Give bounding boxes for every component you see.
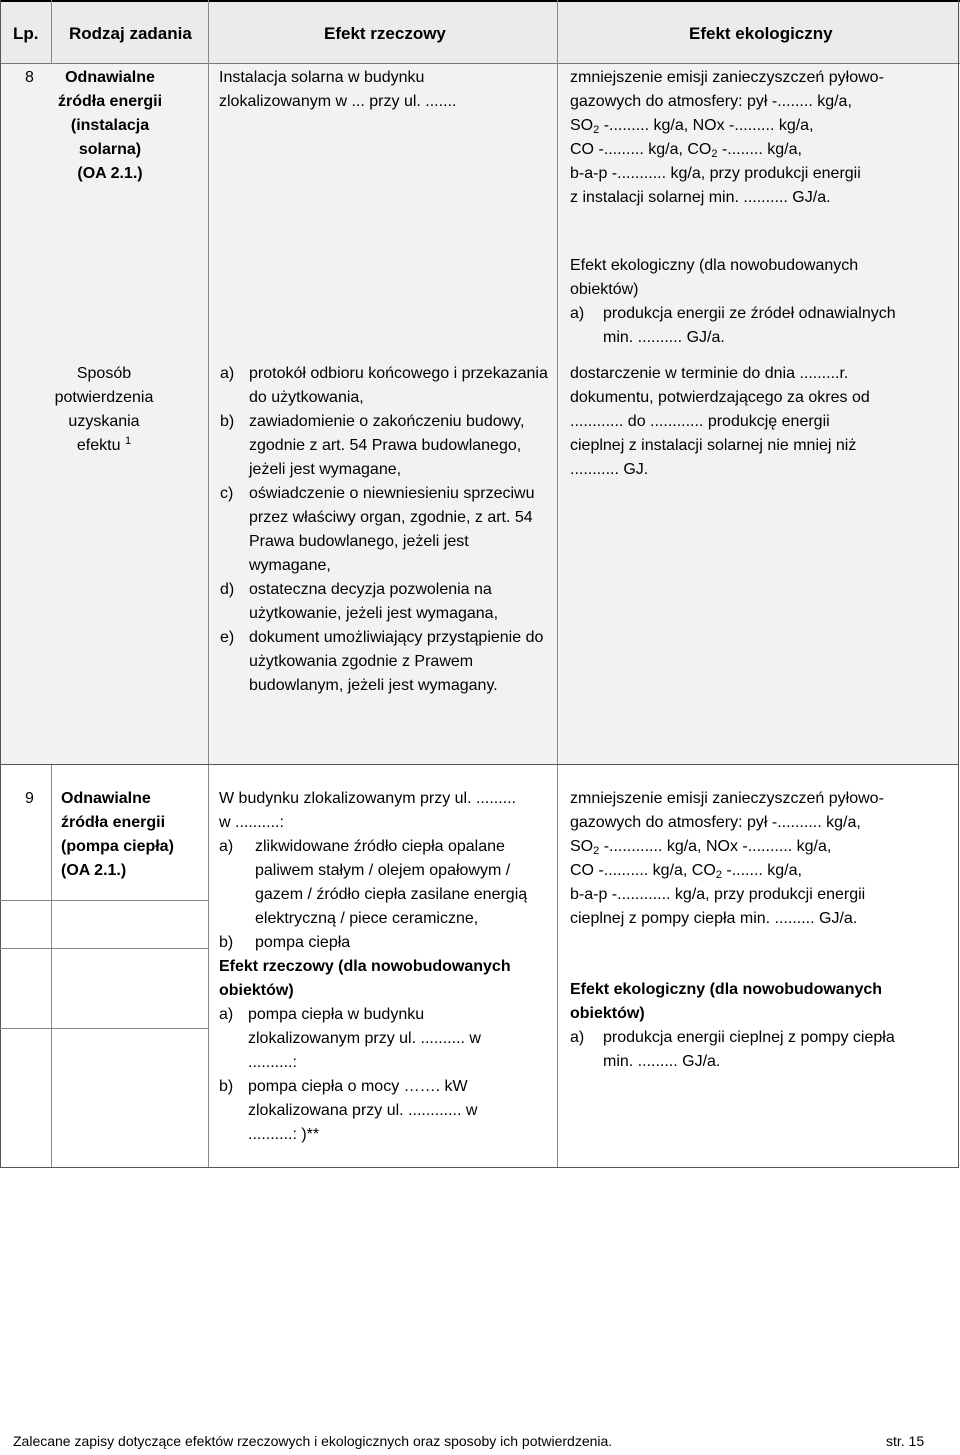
row-8-number: 8 (25, 69, 34, 86)
header-efekt-ekologiczny: Efekt ekologiczny (689, 24, 833, 43)
table-header (0, 0, 960, 64)
col-divider-lp (51, 0, 52, 64)
list-item: a) pompa ciepła w budynku zlokalizowanym przy ul. .......... w ..........: (219, 1006, 481, 1071)
page-number: str. 15 (886, 1433, 925, 1449)
confirmation-documents (220, 362, 550, 698)
row-9-efekt-rzeczowy: W budynku zlokalizowanym przy ul. ......... w ..........: a) zlikwidowane źródło ciepła opalane paliwem stałym / olejem opałowym / gazem / źródło ciepła zasilane energią elektryczną / piece ceramiczne, b) pompa ciepła Efekt rzeczowy (dla nowobudowanych obiektów) a) pompa ciepła w budynku zlokalizowanym przy ul. .......... w ..........: b) pompa ciepła o mocy ……. kW zlokalizowana przy ul. ............ w ..........: )** (219, 787, 553, 1147)
row9-box-line-3 (0, 1028, 208, 1029)
list-item: e) dokument umożliwiający przystąpienie do użytkowania zgodnie z Prawem budowlanym, jeżeli jest wymagany. (220, 629, 544, 694)
list-item: a) zlikwidowane źródło ciepła opalane paliwem stałym / olejem opałowym / gazem / źródło ciepła zasilane energią elektryczną / piece ceramiczne, (219, 838, 528, 927)
row-8-efekt-rzeczowy: Instalacja solarna w budynku zlokalizowanym w ... przy ul. ....... (219, 69, 457, 110)
header-rodzaj-zadania: Rodzaj zadania (69, 24, 192, 43)
row-9-efekt-ekologiczny: zmniejszenie emisji zanieczyszczeń pyłowo- gazowych do atmosfery: pył -.......... kg/a, $SO_2$ -............ kg/a, NOx -.......... kg/a, CO -.......... kg/a, $CO_2$ -....... kg/a, b-a-p -............ kg/a, przy produkcji energii cieplnej z pompy ciepła min. ......... GJ/a. (570, 790, 884, 927)
table-border-left (0, 0, 1, 1168)
row-8-efekt-ekologiczny-nowe: Efekt ekologiczny (dla nowobudowanych obiektów) a) produkcja energii ze źródeł odnawialnych min. .......... GJ/a. (570, 257, 896, 346)
row-9-efekt-ekologiczny-nowe: Efekt ekologiczny (dla nowobudowanych obiektów) a) produkcja energii cieplnej z pompy ciepła min. ......... GJ/a. (570, 981, 895, 1070)
row9-box-line-2 (0, 948, 208, 949)
footer-note: Zalecane zapisy dotyczące efektów rzeczowych i ekologicznych oraz sposoby ich potwierdzenia. (13, 1433, 613, 1449)
confirmation-label: Sposób potwierdzenia uzyskania efektu $^1$ (54, 365, 154, 454)
col-divider-rodzaj (208, 0, 209, 1168)
list-item: d) ostateczna decyzja pozwolenia na użytkowanie, jeżeli jest wymagana, (220, 581, 499, 622)
table-border-bottom (0, 1167, 959, 1168)
list-item: b) pompa ciepła o mocy ……. kW zlokalizowana przy ul. ............ w ..........: )** (219, 1078, 478, 1143)
row-9-task: Odnawialne źródła energii (pompa ciepła) (OA 2.1.) (61, 790, 174, 879)
row-8-efekt-ekologiczny: zmniejszenie emisji zanieczyszczeń pyłowo- gazowych do atmosfery: pył -........ kg/a, $SO_2$ -......... kg/a, NOx -......... kg/a, CO -......... kg/a, $CO_2$ -........ kg/a, b-a-p -........... kg/a, przy produkcji energii z instalacji solarnej min. .......... GJ/a. (570, 69, 884, 206)
header-lp: Lp. (13, 24, 39, 43)
table-border-right (958, 0, 959, 1168)
row9-box-line-1 (0, 900, 208, 901)
confirmation-eko: dostarczenie w terminie do dnia .........r. dokumentu, potwierdzającego za okres od ............ do ............ produkcję energii cieplnej z instalacji solarnej nie mniej niż ........... GJ. (570, 365, 870, 478)
row-8-task: Odnawialne źródła energii (instalacja solarna) (OA 2.1.) (57, 69, 163, 182)
list-item: b) zawiadomienie o zakończeniu budowy, zgodnie z art. 54 Prawa budowlanego, jeżeli jest wymagane, (220, 413, 525, 478)
row-9-number: 9 (25, 790, 34, 807)
header-efekt-rzeczowy: Efekt rzeczowy (324, 24, 446, 43)
col-divider-rzeczowy (557, 0, 558, 1168)
row-divider-8-9 (0, 764, 959, 765)
list-item: a) protokół odbioru końcowego i przekazania do użytkowania, (220, 365, 548, 406)
list-item: c) oświadczenie o niewniesieniu sprzeciwu przez właściwy organ, zgodnie, z art. 54 Prawa budowlanego, jeżeli jest wymagane, (220, 485, 535, 574)
col-divider-lp-row9 (51, 765, 52, 1168)
list-item: b) pompa ciepła (219, 934, 351, 951)
